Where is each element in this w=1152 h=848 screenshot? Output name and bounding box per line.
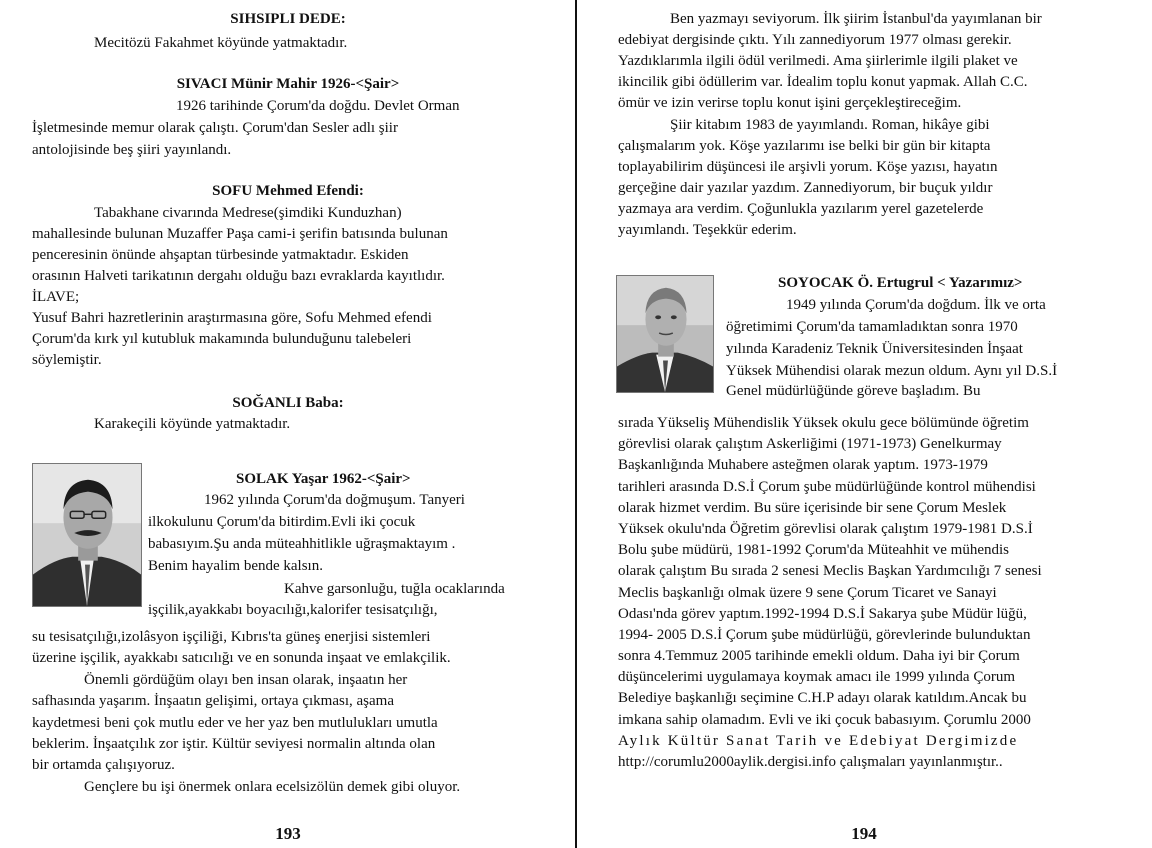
- text-line: görevlisi olarak çalıştım Askerliğimi (1971-1973) Genelkurmay: [618, 436, 1002, 452]
- heading-sivaci-munir-mahir: SIVACI Münir Mahir 1926-<Şair>: [176, 76, 400, 92]
- text-line: Karakeçili köyünde yatmaktadır.: [94, 416, 291, 432]
- page-number: 194: [851, 824, 877, 843]
- text-line: Odası'nda görev yaptım.1992-1994 D.S.İ Sakarya şube Müdür lüğü,: [618, 606, 1027, 622]
- text-line: babasıyım.Şu anda müteahhitlikle uğraşmaktayım .: [148, 536, 456, 552]
- text-line: gerçeğine dair yazılar yazdım. Zannediyorum, bir buçuk yıldır: [618, 180, 993, 196]
- text-line: Şiir kitabım 1983 de yayımlandı. Roman, hikâye gibi: [670, 117, 990, 133]
- text-line: kaydetmesi beni çok mutlu eder ve her yaz ben mutlulukları umutla: [32, 715, 438, 731]
- text-line: toplayabilirim düşüncesi ile arşivli yorum. Köşe yazısı, hayatın: [618, 159, 998, 175]
- text-line: Genel müdürlüğünde göreve başladım. Bu: [726, 383, 981, 399]
- text-line: sonra 4.Temmuz 2005 tarihinde emekli oldum. Daha iyi bir Çorum: [618, 648, 1020, 664]
- text-line: Belediye başkanlığı seçimine C.H.P adayı olarak katıldım.Ancak bu: [618, 690, 1027, 706]
- text-line: Tabakhane civarında Medrese(şimdiki Kunduzhan): [94, 205, 402, 221]
- text-line: penceresinin önünde ahşaptan türbesinde yatmaktadır. Eskiden: [32, 247, 409, 263]
- text-line: öğretimimi Çorum'da tamamladıktan sonra 1970: [726, 319, 1018, 335]
- text-line: Kahve garsonluğu, tuğla ocaklarında: [284, 581, 505, 597]
- text-line: ömür ve izin verirse toplu konut işini gerçekleştireceğim.: [618, 95, 962, 111]
- text-line: tarihleri arasında D.S.İ Çorum şube müdürlüğünde kontrol mühendisi: [618, 479, 1036, 495]
- text-line: Yüksek Mühendisi olarak mezun oldum. Aynı yıl D.S.İ: [726, 363, 1058, 379]
- text-line: beklerim. İnşaatçılık zor iştir. Kültür seviyesi normalin altında olan: [32, 736, 436, 752]
- text-line: çalışmalarım yok. Köşe yazılarımı ise belki bir gün bir kitapta: [618, 138, 991, 154]
- text-line: 1926 tarihinde Çorum'da doğdu. Devlet Orman: [176, 98, 460, 114]
- text-line: yazmaya ara verdim. Çoğunlukla yazılarım yerel gazetelerde: [618, 201, 984, 217]
- text-line: 1994- 2005 D.S.İ Çorum şube müdürlüğü, görevlerinde bulunduktan: [618, 627, 1031, 643]
- text-line: işçilik,ayakkabı boyacılığı,kalorifer tesisatçılığı,: [148, 602, 438, 618]
- text-line: Mecitözü Fakahmet köyünde yatmaktadır.: [94, 35, 348, 51]
- text-line: 1962 yılında Çorum'da doğmuşum. Tanyeri: [204, 492, 465, 508]
- heading-soyocak-ertugrul: SOYOCAK Ö. Ertugrul < Yazarımız>: [778, 275, 1023, 291]
- right-page: [576, 0, 1152, 848]
- text-line: su tesisatçılığı,izolâsyon işçiliği, Kıbrıs'ta güneş enerjisi sistemleri: [32, 629, 431, 645]
- text-line: Meclis başkanlığı olmak üzere 9 sene Çorum Ticaret ve Sanayi: [618, 585, 997, 601]
- author-photo-solak-yasar: [32, 463, 142, 607]
- text-line: safhasında yaşarım. İnşaatın gelişimi, ortaya çıkması, aşama: [32, 693, 394, 709]
- text-line: Ben yazmayı seviyorum. İlk şiirim İstanbul'da yayımlanan bir: [670, 11, 1042, 27]
- text-line: yayımlandı. Teşekkür ederim.: [618, 222, 797, 238]
- text-line: 1949 yılında Çorum'da doğdum. İlk ve orta: [786, 297, 1046, 313]
- text-line: Benim hayalim bende kalsın.: [148, 558, 323, 574]
- text-line: ikincilik gibi ödüllerim var. İdealim toplu konut yapmak. Allah C.C.: [618, 74, 1028, 90]
- text-line: olarak hizmet verdim. Bu süre içerisinde bir sene Çorum Meslek: [618, 500, 1007, 516]
- text-line: Gençlere bu işi önermek onlara ecelsizölün demek gibi oluyor.: [84, 779, 461, 795]
- text-line: edebiyat dergisinde çıktı. Yılı zannediyorum 1977 olması gerekir.: [618, 32, 1012, 48]
- text-line: bir ortamda çalışıyoruz.: [32, 757, 175, 773]
- text-line: http://corumlu2000aylik.dergisi.info çalışmaları yayınlanmıştır..: [618, 754, 1003, 770]
- text-line: İLAVE;: [32, 289, 80, 305]
- author-photo-soyocak-ertugrul: [616, 275, 714, 393]
- heading-sihsipli-dede: SIHSIPLI DEDE:: [230, 11, 346, 27]
- text-line: Bolu şube müdürü, 1981-1992 Çorum'da Müteahhit ve mühendis: [618, 542, 1009, 558]
- text-line: düşüncelerimi uygulamaya koymak amacı ile 1999 yılında Çorum: [618, 669, 1015, 685]
- text-line: ilkokulunu Çorum'da bitirdim.Evli iki çocuk: [148, 514, 416, 530]
- text-line: orasının Halveti tarikatının dergahı olduğu bazı evraklarda kayıtlıdır.: [32, 268, 445, 284]
- heading-sofu-mehmed-efendi: SOFU Mehmed Efendi:: [212, 183, 364, 199]
- text-line: üzerine işçilik, ayakkabı satıcılığı ve en sonunda inşaat ve emlakçilik.: [32, 650, 451, 666]
- text-line: olarak çalıştım Bu sırada 2 senesi Meclis Başkan Yardımcılığı 7 senesi: [618, 563, 1042, 579]
- text-line: antolojisinde beş şiiri yayınlandı.: [32, 142, 232, 158]
- text-line: Çorum'da kırk yıl kutubluk makamında bulunduğunu talebeleri: [32, 331, 412, 347]
- text-line: mahallesinde bulunan Muzaffer Paşa cami-i şerifin batısında bulunan: [32, 226, 448, 242]
- text-line: Yazdıklarımla ilgili ödül verilmedi. Ama şiirlerimle ilgili plaket ve: [618, 53, 1018, 69]
- text-line: İşletmesinde memur olarak çalıştı. Çorum'dan Sesler adlı şiir: [32, 120, 398, 136]
- text-line: Önemli gördüğüm olayı ben insan olarak, inşaatın her: [84, 672, 408, 688]
- page-number: 193: [275, 824, 301, 843]
- text-line: Yüksek okulu'nda Öğretim görevlisi olarak çalıştım 1979-1981 D.S.İ: [618, 521, 1033, 537]
- heading-solak-yasar: SOLAK Yaşar 1962-<Şair>: [236, 471, 411, 487]
- text-line: Yusuf Bahri hazretlerinin araştırmasına göre, Sofu Mehmed efendi: [32, 310, 432, 326]
- text-line: yılında Karadeniz Teknik Üniversitesinden İnşaat: [726, 341, 1023, 357]
- text-line: imkana sahip olamadım. Evli ve iki çocuk babasıyım. Çorumlu 2000: [618, 712, 1031, 728]
- text-line: Aylık Kültür Sanat Tarih ve Edebiyat Dergimizde: [618, 733, 1019, 749]
- heading-soganli-baba: SOĞANLI Baba:: [232, 395, 344, 411]
- text-line: söylemiştir.: [32, 352, 102, 368]
- text-line: Başkanlığında Muhabere asteğmen olarak yaptım. 1973-1979: [618, 457, 988, 473]
- text-line: sırada Yükseliş Mühendislik Yüksek okulu gece bölümünde öğretim: [618, 415, 1029, 431]
